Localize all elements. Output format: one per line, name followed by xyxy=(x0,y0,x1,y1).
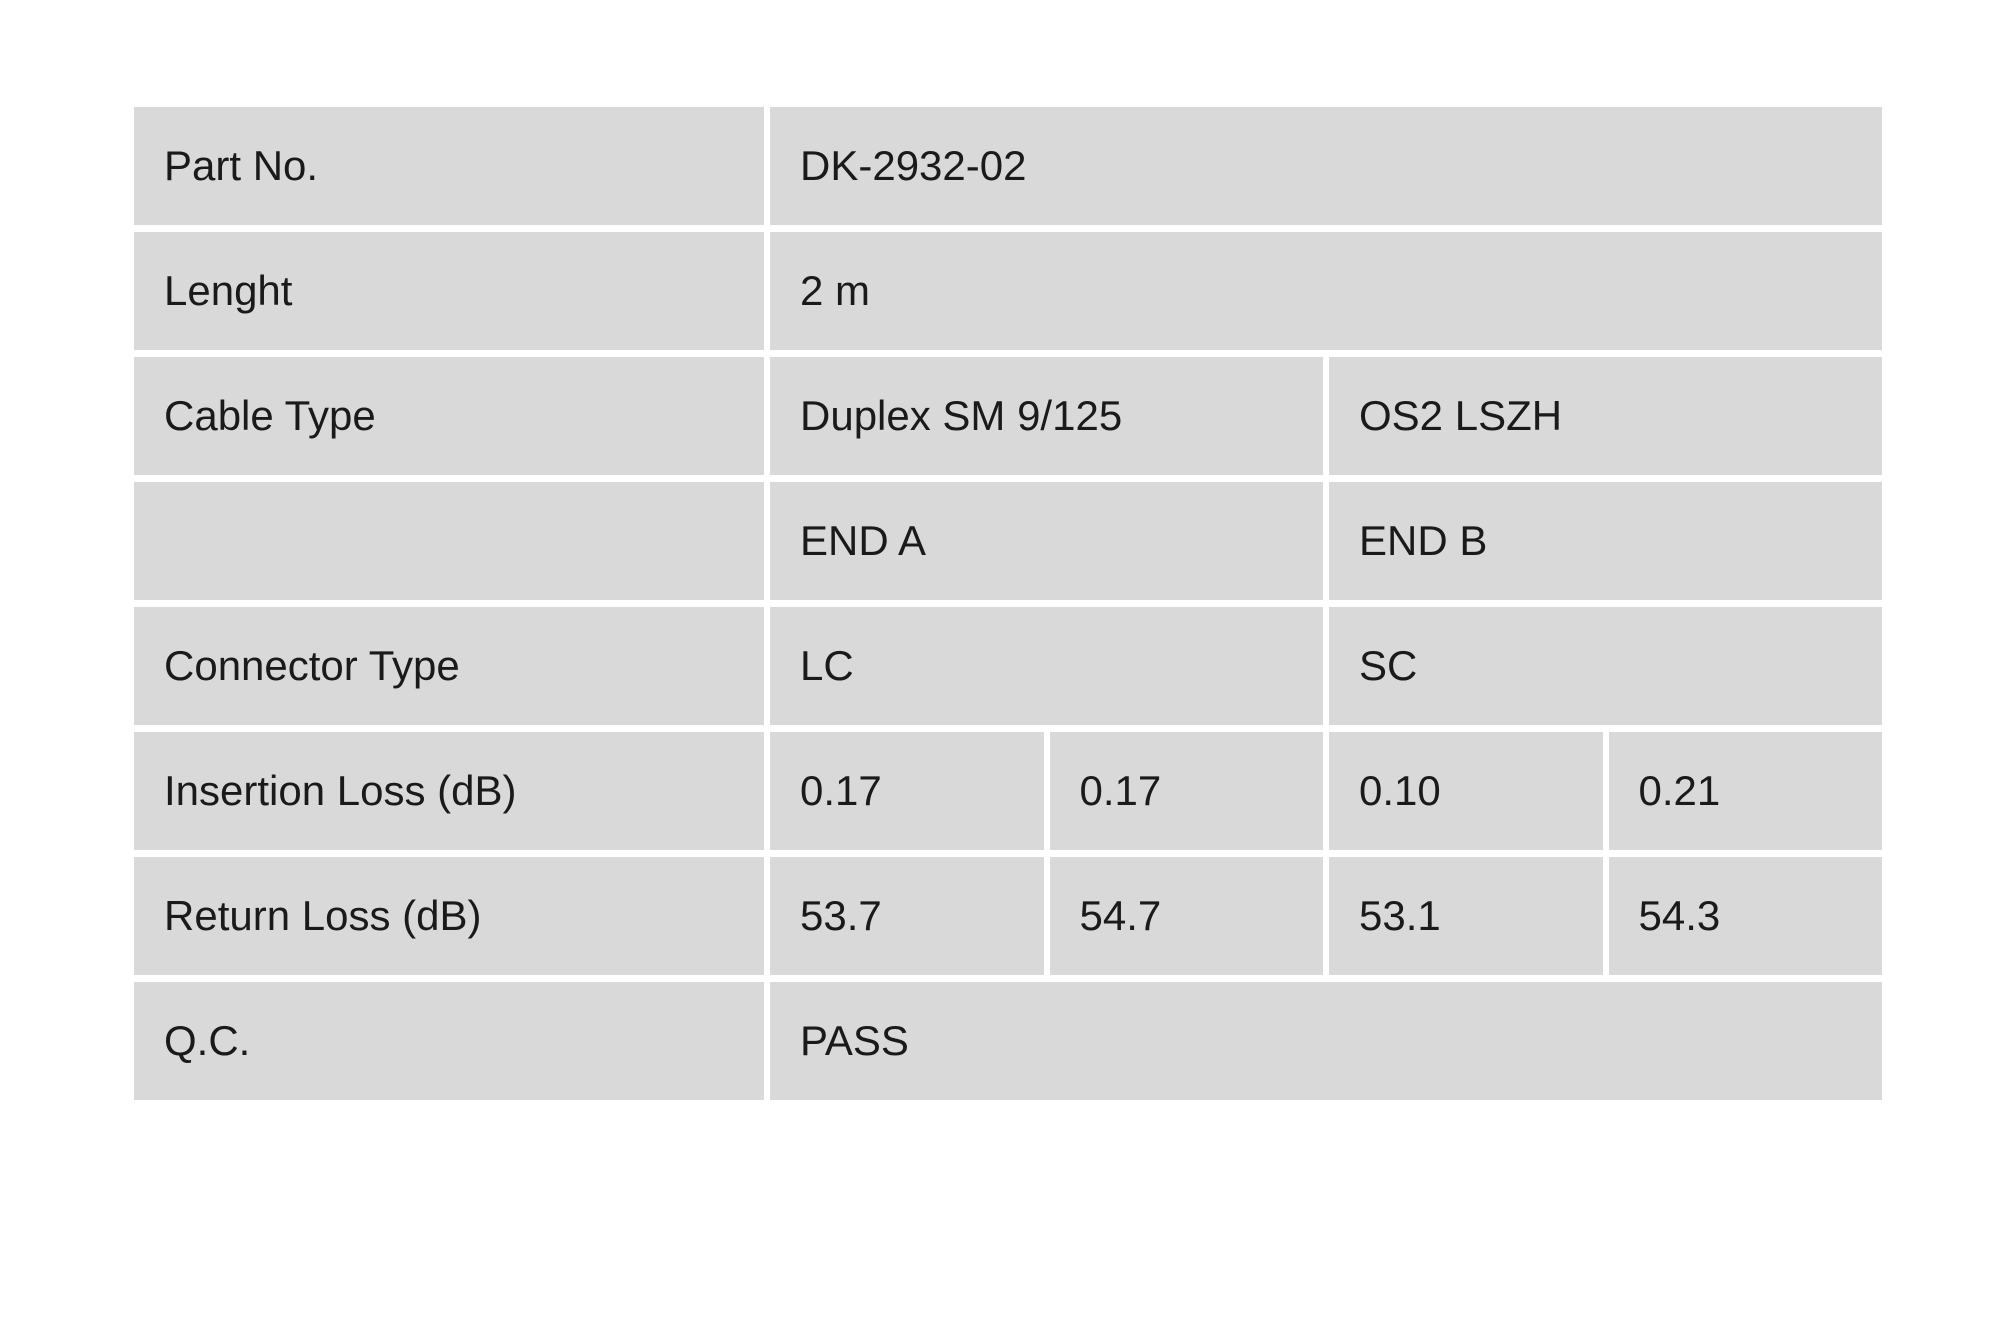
row-value-insertion-loss-a1: 0.17 xyxy=(770,732,1044,850)
table-row xyxy=(134,607,1882,725)
table-row xyxy=(134,482,1882,600)
row-value-insertion-loss-b2: 0.21 xyxy=(1609,732,1883,850)
specification-table xyxy=(128,100,1888,1107)
row-value-length: 2 m xyxy=(770,232,1882,350)
row-value-connector-type-b: SC xyxy=(1329,607,1882,725)
row-value-return-loss-b2: 54.3 xyxy=(1609,857,1883,975)
row-value-qc: PASS xyxy=(770,982,1882,1100)
row-value-connector-type-a: LC xyxy=(770,607,1323,725)
row-label-qc: Q.C. xyxy=(134,982,764,1100)
row-value-return-loss-a2: 54.7 xyxy=(1050,857,1324,975)
row-value-insertion-loss-b1: 0.10 xyxy=(1329,732,1603,850)
row-value-end-b-header: END B xyxy=(1329,482,1882,600)
row-value-end-a-header: END A xyxy=(770,482,1323,600)
row-label-insertion-loss: Insertion Loss (dB) xyxy=(134,732,764,850)
row-value-cable-type-a: Duplex SM 9/125 xyxy=(770,357,1323,475)
row-label-part-no: Part No. xyxy=(134,107,764,225)
row-value-cable-type-b: OS2 LSZH xyxy=(1329,357,1882,475)
table-row xyxy=(134,107,1882,225)
row-label-ends xyxy=(134,482,764,600)
row-label-connector-type: Connector Type xyxy=(134,607,764,725)
table-row xyxy=(134,982,1882,1100)
table-body xyxy=(134,107,1882,1100)
row-label-return-loss: Return Loss (dB) xyxy=(134,857,764,975)
row-label-length: Lenght xyxy=(134,232,764,350)
row-value-part-no: DK-2932-02 xyxy=(770,107,1882,225)
table-row xyxy=(134,357,1882,475)
row-label-cable-type: Cable Type xyxy=(134,357,764,475)
table-row xyxy=(134,232,1882,350)
table-row xyxy=(134,857,1882,975)
row-value-return-loss-a1: 53.7 xyxy=(770,857,1044,975)
table-row xyxy=(134,732,1882,850)
row-value-insertion-loss-a2: 0.17 xyxy=(1050,732,1324,850)
row-value-return-loss-b1: 53.1 xyxy=(1329,857,1603,975)
